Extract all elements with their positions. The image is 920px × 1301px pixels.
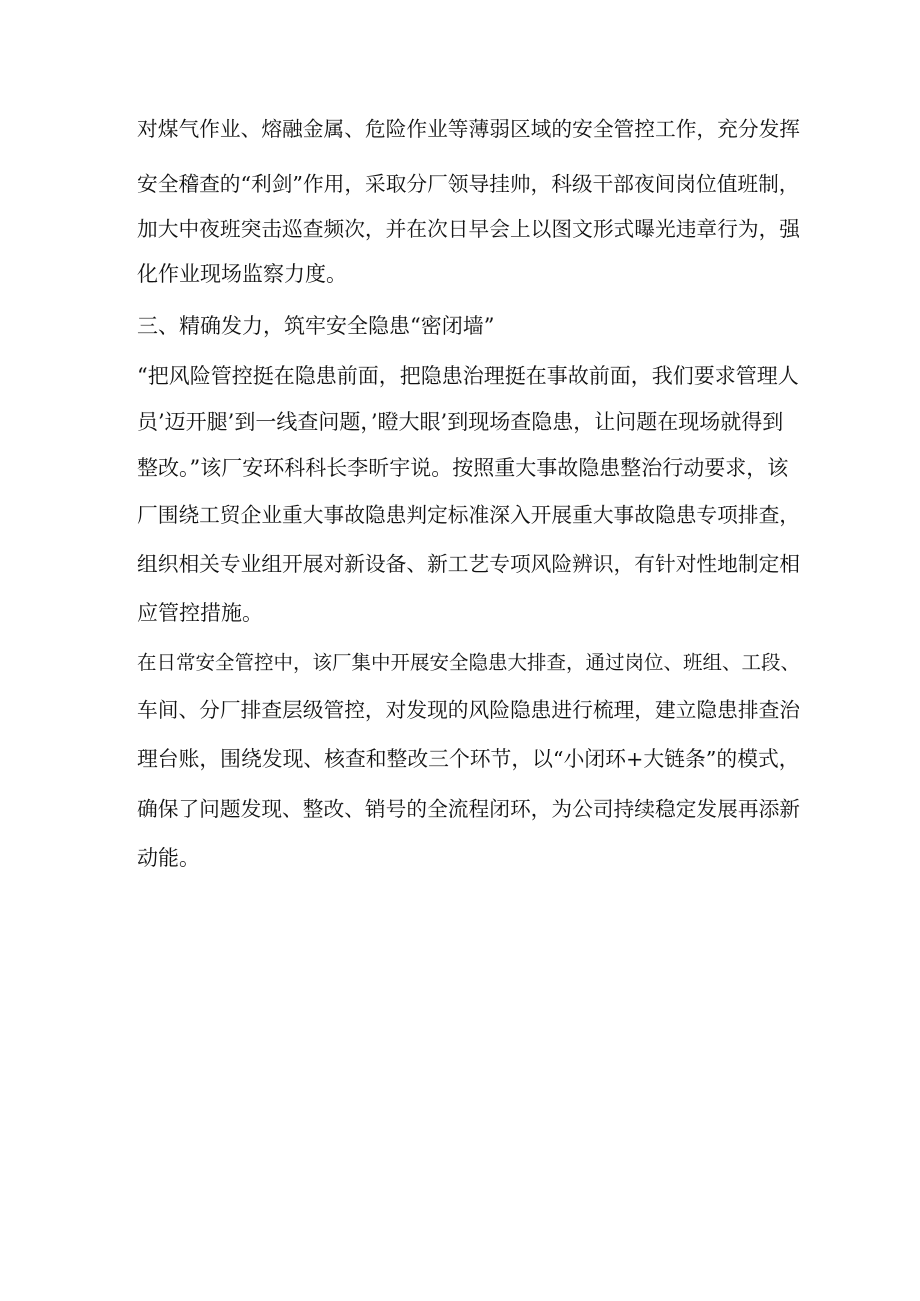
section-heading: 三、精确发力，筑牢安全隐患“密闭墙” bbox=[137, 314, 495, 338]
text-line: 确保了问题发现、整改、销号的全流程闭环，为公司持续稳定发展再添新 bbox=[137, 797, 801, 821]
text-line: 组织相关专业组开展对新设备、新工艺专项风险辨识，有针对性地制定相 bbox=[137, 552, 801, 576]
text-line: 车间、分厂排查层级管控，对发现的风险隐患进行梳理，建立隐患排查治 bbox=[137, 698, 801, 722]
text-line: 应管控措施。 bbox=[137, 601, 263, 625]
text-line: 动能。 bbox=[137, 846, 200, 870]
text-line: 安全稽查的“利剑”作用，采取分厂领导挂帅，科级干部夜间岗位值班制， bbox=[137, 172, 800, 196]
text-line: 对煤气作业、熔融金属、危险作业等薄弱区域的安全管控工作，充分发挥 bbox=[137, 117, 801, 141]
text-line: 在日常安全管控中，该厂集中开展安全隐患大排查，通过岗位、班组、工段、 bbox=[137, 651, 801, 674]
text-line: 整改。”该厂安环科科长李昕宇说。按照重大事故隐患整治行动要求，该 bbox=[137, 456, 789, 480]
text-line: “把风险管控挺在隐患前面，把隐患治理挺在事故前面，我们要求管理人 bbox=[137, 364, 799, 388]
text-line: 厂围绕工贸企业重大事故隐患判定标准深入开展重大事故隐患专项排查， bbox=[137, 503, 801, 527]
text-line: 加大中夜班突击巡查频次，并在次日早会上以图文形式曝光违章行为，强 bbox=[137, 217, 801, 241]
text-line: 员’迈开腿’到一线查问题，’瞪大眼’到现场查隐患，让问题在现场就得到 bbox=[137, 410, 784, 434]
text-line: 理台账，围绕发现、核查和整改三个环节，以“小闭环+大链条”的模式， bbox=[137, 747, 800, 771]
text-line: 化作业现场监察力度。 bbox=[137, 262, 347, 286]
